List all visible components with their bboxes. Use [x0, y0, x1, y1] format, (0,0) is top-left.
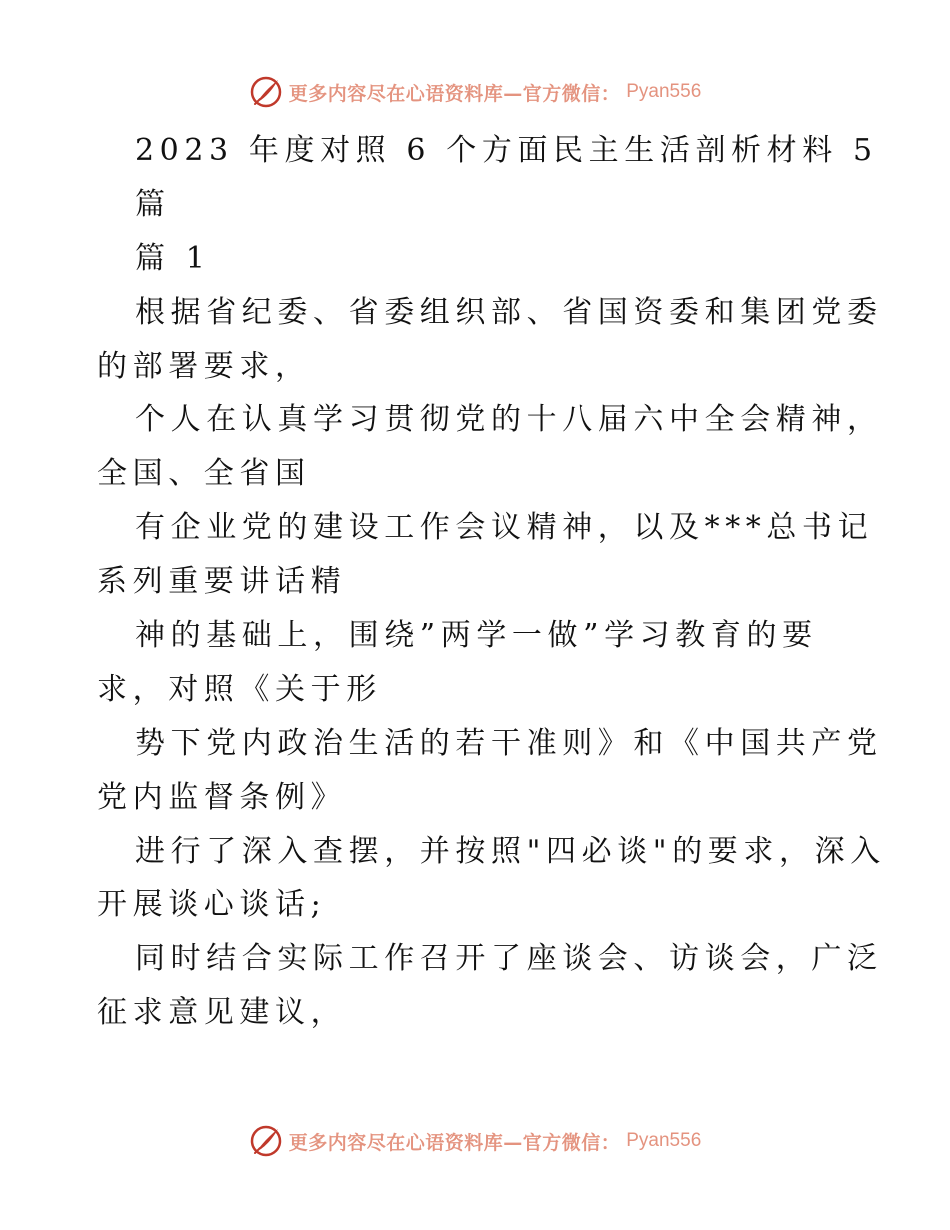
- body-text-line: 势下党内政治生活的若干准则》和《中国共产党: [135, 725, 883, 761]
- quill-pen-circle-logo-icon: [249, 1124, 283, 1158]
- document-body: [97, 124, 886, 1040]
- watermark-text: 更多内容尽在心语资料库—官方微信：: [288, 82, 621, 105]
- document-title-line-2: 篇: [135, 186, 171, 222]
- body-text-line: 党内监督条例》: [97, 779, 347, 815]
- body-text-line: 求，对照《关于形: [97, 671, 382, 707]
- watermark-text: 更多内容尽在心语资料库—官方微信：: [288, 1131, 621, 1154]
- section-label: 篇 1: [135, 240, 211, 276]
- body-text-line: 根据省纪委、省委组织部、省国资委和集团党委: [135, 294, 883, 330]
- header-watermark: [0, 72, 950, 112]
- body-text-line: 有企业党的建设工作会议精神，以及***总书记: [135, 510, 874, 546]
- body-text-line: 同时结合实际工作召开了座谈会、访谈会，广泛: [135, 941, 883, 977]
- body-paragraphs: [97, 286, 886, 1040]
- watermark-wechat-id: Pyan556: [626, 81, 702, 102]
- body-text-line: 个人在认真学习贯彻党的十八届六中全会精神，: [135, 402, 883, 438]
- body-text-line: 全国、全省国: [97, 456, 311, 492]
- body-text-line: 的部署要求，: [97, 348, 311, 384]
- body-text-line: 神的基础上，围绕”两学一做”学习教育的要: [135, 618, 818, 654]
- body-text-line: 进行了深入查摆，并按照"四必谈"的要求，深入: [135, 833, 886, 869]
- quill-pen-circle-logo-icon: [249, 75, 283, 109]
- document-title-line-1: 2023 年度对照 6 个方面民主生活剖析材料 5: [135, 133, 878, 168]
- body-text-line: 征求意见建议，: [97, 995, 347, 1031]
- footer-watermark: [0, 1121, 950, 1161]
- body-text-line: 开展谈心谈话;: [97, 887, 327, 923]
- body-text-line: 系列重要讲话精: [97, 564, 347, 600]
- watermark-wechat-id: Pyan556: [626, 1130, 702, 1151]
